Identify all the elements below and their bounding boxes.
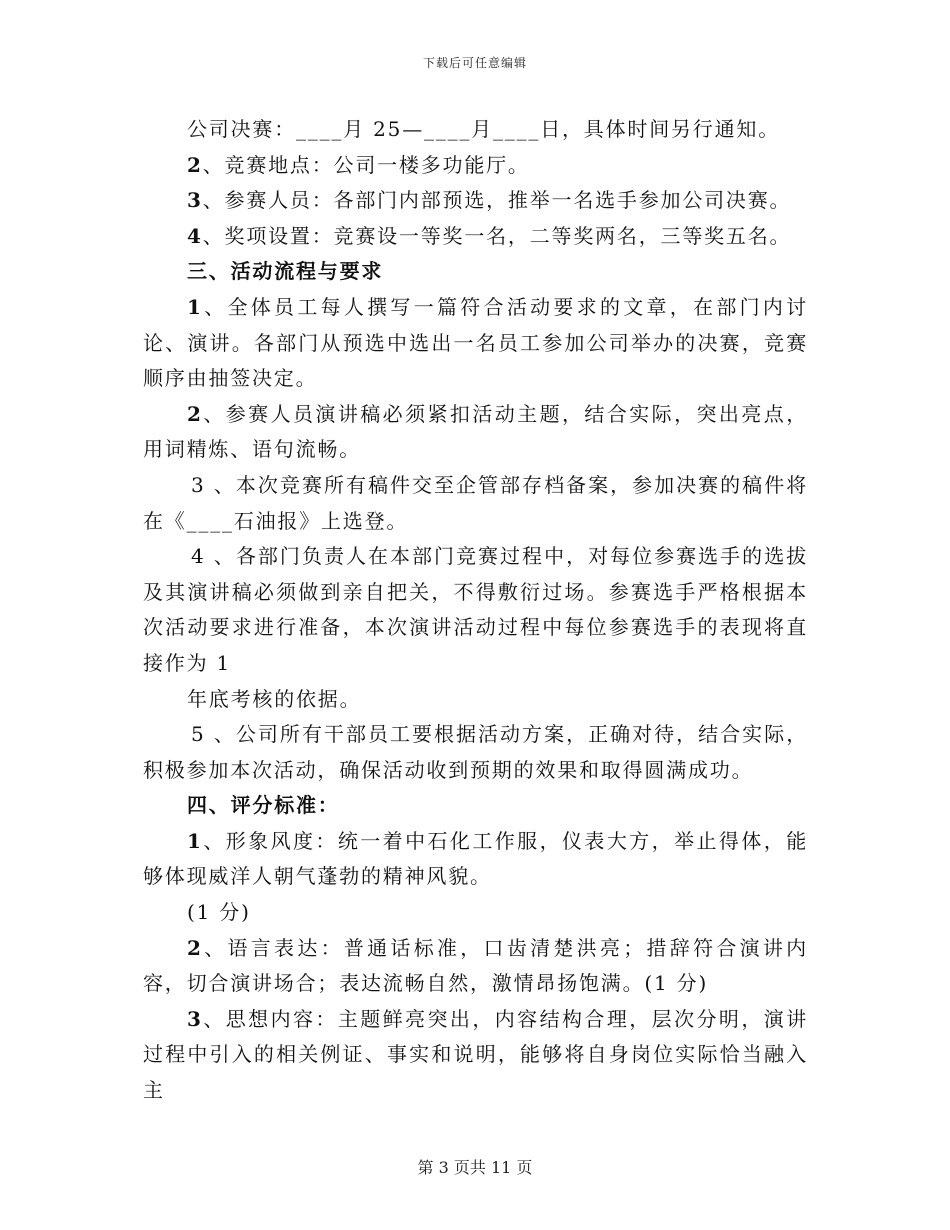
paragraph-participants: 3、参赛人员：各部门内部预选，推举一名选手参加公司决赛。: [187, 188, 792, 213]
paragraph-process-4: 4 、各部门负责人在本部门竞赛过程中，对每位参赛选手的选拔及其演讲稿必须做到亲自把关，不得敷衍过场。参赛选手严格根据本次活动要求进行准备，本次演讲活动过程中每位参赛选手的表现将直接作为 1: [143, 544, 808, 675]
document-body: [143, 112, 808, 1109]
paragraph-process-4-cont: 年底考核的依据。: [187, 686, 362, 711]
paragraph-venue: 2、竞赛地点：公司一楼多功能厅。: [187, 152, 530, 177]
paragraph-scoring-3: 3、思想内容：主题鲜亮突出，内容结构合理，层次分明，演讲过程中引入的相关例证、事实和说明，能够将自身岗位实际恰当融入主: [143, 1006, 808, 1103]
paragraph-process-2: 2、参赛人员演讲稿必须紧扣活动主题，结合实际，突出亮点，用词精炼、语句流畅。: [143, 401, 808, 462]
section-heading-process: 三、活动流程与要求: [187, 259, 384, 284]
paragraph-awards: 4、奖项设置：竞赛设一等奖一名，二等奖两名，三等奖五名。: [187, 223, 792, 248]
section-heading-scoring: 四、评分标准：: [187, 793, 340, 818]
page-header: 下载后可任意编辑: [422, 56, 527, 70]
paragraph-process-1: 1、全体员工每人撰写一篇符合活动要求的文章，在部门内讨论、演讲。各部门从预选中选出一名员工参加公司举办的决赛，竞赛顺序由抽签决定。: [143, 294, 808, 391]
paragraph-scoring-1-score: (1 分): [187, 900, 251, 925]
paragraph-scoring-2: 2、语言表达：普通话标准，口齿清楚洪亮；措辞符合演讲内容，切合演讲场合；表达流畅自然，激情昂扬饱满。(1 分): [143, 935, 808, 996]
paragraph-scoring-1: 1、形象风度：统一着中石化工作服，仪表大方，举止得体，能够体现威洋人朝气蓬勃的精神风貌。: [143, 828, 808, 889]
page-footer: 第 3 页共 11 页: [417, 1158, 533, 1177]
paragraph-final-schedule: 公司决赛：____月 25—____月____日，具体时间另行通知。: [187, 117, 781, 141]
paragraph-process-5: 5 、公司所有干部员工要根据活动方案，正确对待，结合实际，积极参加本次活动，确保活动收到预期的效果和取得圆满成功。: [143, 722, 808, 782]
paragraph-process-3: 3 、本次竞赛所有稿件交至企管部存档备案，参加决赛的稿件将在《____石油报》上选登。: [143, 472, 808, 533]
